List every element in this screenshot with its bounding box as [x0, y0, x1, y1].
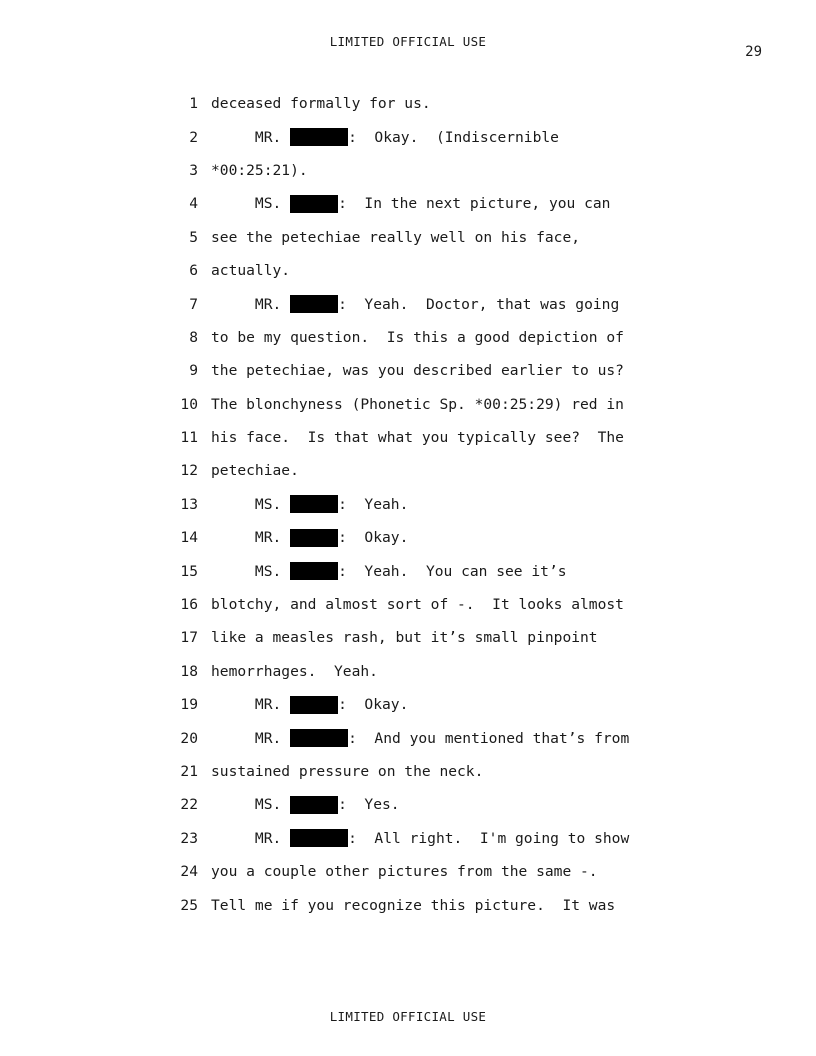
transcript-line: [170, 454, 690, 487]
line-number: 20: [180, 729, 198, 747]
footer-classification: LIMITED OFFICIAL USE: [329, 1009, 487, 1024]
transcript-line: [170, 788, 690, 821]
line-number: 19: [180, 696, 198, 714]
line-text: deceased formally for us.: [211, 95, 431, 113]
line-text: : Okay.: [338, 529, 409, 547]
line-number: 11: [180, 429, 198, 447]
transcript-line: [170, 755, 690, 788]
line-text: hemorrhages. Yeah.: [211, 662, 378, 680]
transcript-line: [170, 187, 690, 220]
line-number: 5: [189, 228, 198, 246]
line-number: 1: [189, 95, 198, 113]
transcript-line: [170, 721, 690, 754]
line-text: : Yeah.: [338, 495, 409, 513]
line-number: 9: [189, 362, 198, 380]
redaction-block: [290, 495, 338, 513]
header-classification: LIMITED OFFICIAL USE: [329, 34, 487, 49]
line-number: 15: [180, 562, 198, 580]
redaction-block: [290, 128, 348, 146]
transcript-line: [170, 388, 690, 421]
transcript-line: [170, 588, 690, 621]
line-text: : Yeah. You can see it’s: [338, 562, 567, 580]
line-number: 10: [180, 395, 198, 413]
transcript-line: [170, 822, 690, 855]
transcript-line: [170, 221, 690, 254]
redaction-block: [290, 829, 348, 847]
speaker-title: MS.: [211, 195, 291, 213]
line-text: like a measles rash, but it’s small pinpoint: [211, 629, 598, 647]
line-text: to be my question. Is this a good depiction of: [211, 328, 624, 346]
line-number: 16: [180, 596, 198, 614]
line-number: 18: [180, 662, 198, 680]
redaction-block: [290, 696, 338, 714]
redaction-block: [290, 295, 338, 313]
line-text: see the petechiae really well on his face,: [211, 228, 581, 246]
line-number: 17: [180, 629, 198, 647]
transcript-line: [170, 554, 690, 587]
speaker-title: MR.: [211, 529, 291, 547]
line-text: petechiae.: [211, 462, 299, 480]
redaction-block: [290, 195, 338, 213]
line-number: 3: [189, 161, 198, 179]
line-text: : Yes.: [338, 796, 400, 814]
transcript-line: [170, 421, 690, 454]
transcript-body: [170, 87, 690, 922]
page-number: 29: [745, 44, 762, 60]
redaction-block: [290, 529, 338, 547]
line-text: : Okay.: [338, 696, 409, 714]
line-number: 12: [180, 462, 198, 480]
transcript-line: [170, 120, 690, 153]
transcript-line: [170, 888, 690, 921]
line-text: : In the next picture, you can: [338, 195, 611, 213]
speaker-title: MS.: [211, 562, 291, 580]
line-number: 13: [180, 495, 198, 513]
transcript-line: [170, 321, 690, 354]
line-number: 22: [180, 796, 198, 814]
transcript-line: [170, 488, 690, 521]
line-number: 4: [189, 195, 198, 213]
speaker-title: MR.: [211, 696, 291, 714]
speaker-title: MR.: [211, 829, 291, 847]
line-number: 8: [189, 328, 198, 346]
line-text: *00:25:21).: [211, 161, 308, 179]
line-text: The blonchyness (Phonetic Sp. *00:25:29) red in: [211, 395, 624, 413]
transcript-line: [170, 855, 690, 888]
transcript-line: [170, 655, 690, 688]
line-text: Tell me if you recognize this picture. It was: [211, 896, 616, 914]
speaker-title: MS.: [211, 495, 291, 513]
line-number: 7: [189, 295, 198, 313]
speaker-title: MR.: [211, 128, 291, 146]
line-text: the petechiae, was you described earlier to us?: [211, 362, 624, 380]
transcript-line: [170, 254, 690, 287]
transcript-line: [170, 154, 690, 187]
line-text: his face. Is that what you typically see? The: [211, 429, 624, 447]
line-text: : All right. I'm going to show: [348, 829, 630, 847]
line-number: 6: [189, 262, 198, 280]
transcript-line: [170, 621, 690, 654]
line-number: 23: [180, 829, 198, 847]
redaction-block: [290, 796, 338, 814]
line-number: 14: [180, 529, 198, 547]
line-number: 25: [180, 896, 198, 914]
transcript-line: [170, 688, 690, 721]
transcript-line: [170, 287, 690, 320]
line-text: : Yeah. Doctor, that was going: [338, 295, 620, 313]
line-text: : And you mentioned that’s from: [348, 729, 630, 747]
line-text: : Okay. (Indiscernible: [348, 128, 559, 146]
line-number: 21: [180, 763, 198, 780]
speaker-title: MR.: [211, 295, 291, 313]
line-text: sustained pressure on the neck.: [211, 763, 484, 780]
redaction-block: [290, 562, 338, 580]
transcript-line: [170, 354, 690, 387]
line-text: actually.: [211, 262, 291, 280]
speaker-title: MS.: [211, 796, 291, 814]
transcript-line: [170, 521, 690, 554]
line-number: 24: [180, 863, 198, 881]
redaction-block: [290, 729, 348, 747]
line-text: blotchy, and almost sort of -. It looks almost: [211, 596, 624, 614]
speaker-title: MR.: [211, 729, 291, 747]
line-number: 2: [189, 128, 198, 146]
transcript-line: [170, 87, 690, 120]
line-text: you a couple other pictures from the same -.: [211, 863, 598, 881]
